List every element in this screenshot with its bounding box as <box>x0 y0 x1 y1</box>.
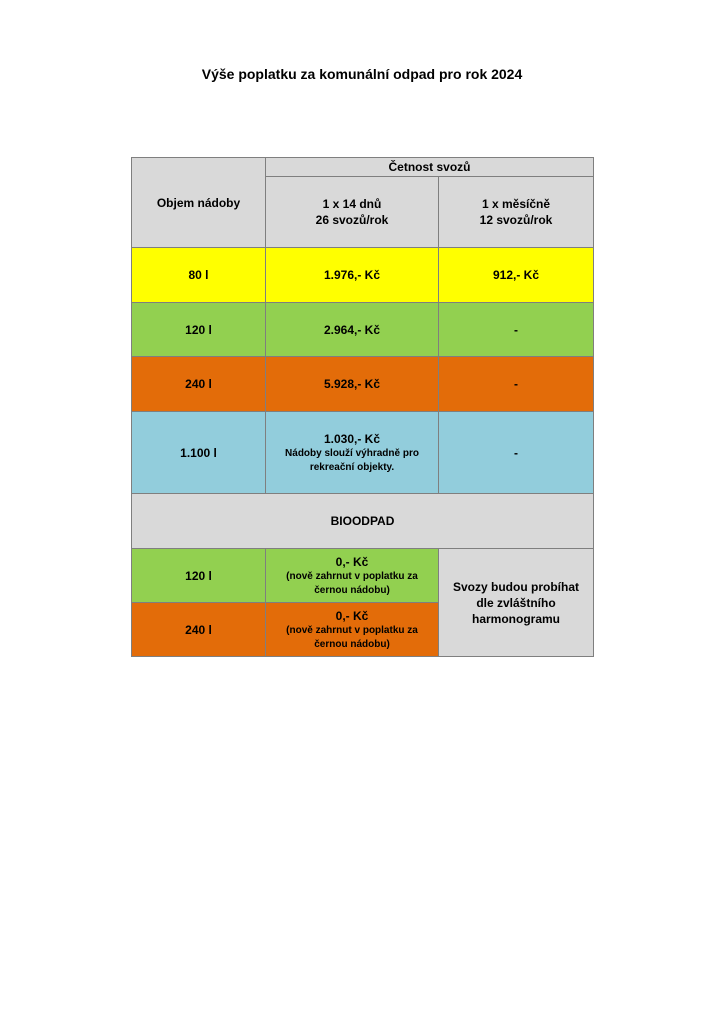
header-row-top <box>132 158 594 177</box>
table-row <box>132 412 594 494</box>
price-14-days-cell <box>266 412 439 494</box>
bio-price-value: 0,- Kč <box>335 554 369 569</box>
bio-title: BIOODPAD <box>132 494 594 549</box>
bio-volume-cell: 120 l <box>132 549 266 603</box>
bio-schedule-line2: dle zvláštního <box>476 595 556 610</box>
price-14-days-cell: 2.964,- Kč <box>266 303 439 357</box>
bio-price-cell <box>266 603 439 657</box>
frequency-14-days-line2: 26 svozů/rok <box>315 213 389 227</box>
frequency-14-days-header <box>266 177 439 248</box>
bio-volume-cell: 240 l <box>132 603 266 657</box>
frequency-monthly-line2: 12 svozů/rok <box>479 213 553 227</box>
fee-table <box>131 157 594 657</box>
frequency-header: Četnost svozů <box>266 158 594 177</box>
frequency-monthly-line1: 1 x měsíčně <box>481 197 551 211</box>
price-monthly-cell: 912,- Kč <box>439 248 594 303</box>
volume-cell: 1.100 l <box>132 412 266 494</box>
bio-price-cell <box>266 549 439 603</box>
table-row <box>132 357 594 412</box>
bio-price-note-line2: černou nádobu) <box>314 638 390 650</box>
price-14-days-cell: 5.928,- Kč <box>266 357 439 412</box>
price-monthly-cell: - <box>439 412 594 494</box>
bio-title-row <box>132 494 594 549</box>
bio-schedule-line3: harmonogramu <box>472 611 561 626</box>
price-monthly-cell: - <box>439 303 594 357</box>
bio-schedule-cell <box>439 549 594 657</box>
bio-price-note-line2: černou nádobu) <box>314 584 390 596</box>
volume-cell: 240 l <box>132 357 266 412</box>
price-value: 1.030,- Kč <box>323 431 381 446</box>
table-row <box>132 248 594 303</box>
bio-schedule-line1: Svozy budou probíhat <box>453 579 579 594</box>
frequency-monthly-header <box>439 177 594 248</box>
table-row <box>132 549 594 603</box>
price-14-days-cell: 1.976,- Kč <box>266 248 439 303</box>
bio-price-note-line1: (nově zahrnut v poplatku za <box>286 624 418 636</box>
price-note-line2: rekreační objekty. <box>309 461 395 473</box>
page-title: Výše poplatku za komunální odpad pro rok 2024 <box>201 66 523 82</box>
bio-price-note-line1: (nově zahrnut v poplatku za <box>286 570 418 582</box>
volume-header: Objem nádoby <box>132 158 266 248</box>
bio-price-value: 0,- Kč <box>335 608 369 623</box>
volume-cell: 120 l <box>132 303 266 357</box>
price-monthly-cell: - <box>439 357 594 412</box>
table-row <box>132 303 594 357</box>
price-note-line1: Nádoby slouží výhradně pro <box>285 447 419 459</box>
volume-cell: 80 l <box>132 248 266 303</box>
frequency-14-days-line1: 1 x 14 dnů <box>322 197 382 211</box>
